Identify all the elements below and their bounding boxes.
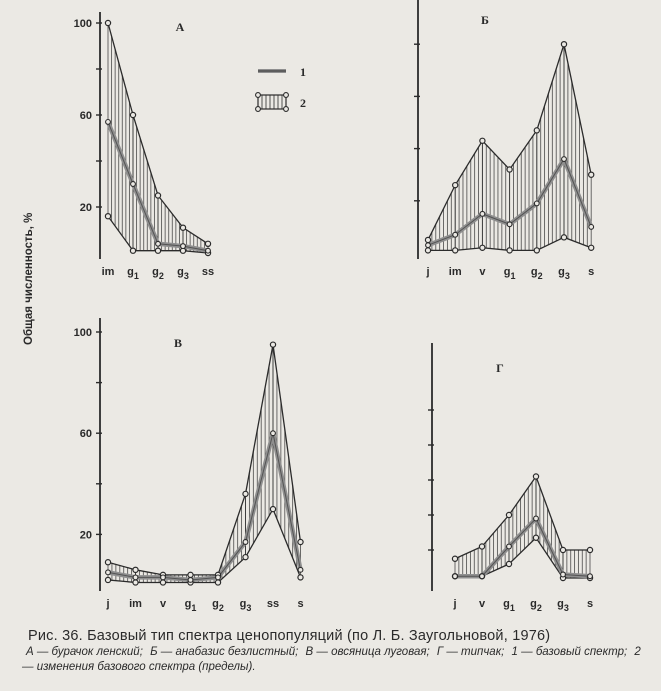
point-base bbox=[589, 225, 594, 230]
x-tick-label: $g_2$ bbox=[530, 598, 542, 613]
point-min bbox=[507, 248, 512, 253]
point-min bbox=[506, 561, 511, 566]
point-base bbox=[298, 567, 303, 572]
point-base bbox=[188, 578, 193, 583]
y-tick-label: 100 bbox=[73, 18, 92, 30]
point-base bbox=[133, 575, 138, 580]
legend-point bbox=[256, 93, 261, 98]
point-max bbox=[561, 42, 566, 47]
series-base-core bbox=[455, 519, 590, 577]
point-max bbox=[589, 172, 594, 177]
point-min bbox=[533, 535, 538, 540]
point-base bbox=[131, 182, 136, 187]
series-max-line bbox=[108, 345, 301, 575]
point-max bbox=[560, 547, 565, 552]
y-axis-label: Общая численность, % bbox=[23, 212, 35, 345]
caption-item: Б — анабазис безлистный; bbox=[150, 646, 299, 658]
point-max bbox=[507, 167, 512, 172]
y-tick-label: 60 bbox=[79, 428, 92, 441]
point-min bbox=[425, 248, 430, 253]
point-max bbox=[130, 112, 135, 117]
x-tick-label: $g_1$ bbox=[184, 598, 197, 613]
x-tick-label: $g_2$ bbox=[152, 266, 164, 281]
point-min bbox=[589, 245, 594, 250]
point-base bbox=[106, 120, 111, 125]
point-base bbox=[161, 575, 166, 580]
point-base bbox=[562, 157, 567, 162]
series-base-line bbox=[455, 519, 590, 577]
caption-item: В — овсяница луговая; bbox=[305, 646, 430, 658]
caption-body bbox=[22, 645, 652, 675]
point-max bbox=[587, 547, 592, 552]
legend-point bbox=[284, 107, 289, 112]
caption-item: 1 — базовый спектр; bbox=[511, 646, 628, 658]
point-min bbox=[480, 245, 485, 250]
x-tick-label: im bbox=[448, 266, 462, 278]
point-base bbox=[156, 241, 161, 246]
x-tick-label: $g_2$ bbox=[212, 598, 224, 613]
point-max bbox=[155, 193, 160, 198]
caption-item: 2 — изменения базового спектра (пределы). bbox=[22, 646, 641, 673]
point-min bbox=[534, 248, 539, 253]
point-max bbox=[479, 544, 484, 549]
point-base bbox=[507, 222, 512, 227]
series-min-line bbox=[455, 538, 590, 578]
x-tick-label: j bbox=[106, 598, 110, 610]
point-max bbox=[270, 342, 275, 347]
point-base bbox=[243, 540, 248, 545]
point-max bbox=[133, 567, 138, 572]
point-max bbox=[425, 237, 430, 242]
point-base bbox=[480, 574, 485, 579]
point-base bbox=[453, 574, 458, 579]
point-min bbox=[270, 507, 275, 512]
chart-panel-1 bbox=[74, 12, 214, 281]
point-min bbox=[215, 580, 220, 585]
point-min bbox=[105, 214, 110, 219]
x-tick-label: im bbox=[101, 266, 115, 278]
chart-panel-4 bbox=[428, 343, 593, 613]
caption-title: Рис. 36. Базовый тип спектра ценопопуляций (по Л. Б. Заугольновой, 1976) bbox=[28, 628, 551, 644]
x-tick-label: s bbox=[588, 266, 595, 278]
panel-title: Б bbox=[481, 13, 489, 27]
x-tick-label: $g_2$ bbox=[530, 266, 543, 281]
point-base bbox=[480, 211, 485, 216]
point-min bbox=[133, 580, 138, 585]
point-base bbox=[426, 243, 431, 248]
y-tick-label: 100 bbox=[73, 327, 92, 339]
x-tick-label: v bbox=[479, 266, 486, 278]
x-tick-label: j bbox=[426, 266, 430, 278]
x-tick-label: $g_3$ bbox=[558, 266, 570, 281]
point-max bbox=[480, 138, 485, 143]
legend bbox=[256, 65, 306, 111]
point-max bbox=[534, 128, 539, 133]
panel-title: А bbox=[175, 20, 185, 34]
series-max-line bbox=[455, 477, 590, 559]
x-tick-label: v bbox=[478, 598, 486, 610]
x-tick-label: $g_3$ bbox=[239, 598, 252, 613]
caption-item: Г — типчак; bbox=[436, 646, 505, 658]
point-max bbox=[180, 225, 185, 230]
y-tick-label: 20 bbox=[79, 529, 92, 542]
point-base bbox=[106, 570, 111, 575]
legend-label: 2 bbox=[300, 96, 306, 110]
x-tick-label: $g_1$ bbox=[127, 266, 139, 281]
legend-point bbox=[284, 93, 289, 98]
point-max bbox=[205, 241, 210, 246]
point-base bbox=[271, 431, 276, 436]
y-tick-label: 60 bbox=[79, 110, 92, 122]
x-tick-label: v bbox=[159, 598, 167, 610]
point-min bbox=[298, 575, 303, 580]
x-tick-label: ss bbox=[266, 598, 280, 610]
point-max bbox=[506, 512, 511, 517]
chart-panel-3 bbox=[74, 318, 304, 613]
legend-point bbox=[256, 107, 261, 112]
point-min bbox=[453, 248, 458, 253]
x-tick-label: j bbox=[453, 598, 457, 610]
x-tick-label: $g_1$ bbox=[503, 598, 515, 613]
panel-title: В bbox=[173, 336, 183, 350]
point-max bbox=[243, 491, 248, 496]
point-base bbox=[534, 516, 539, 521]
point-min bbox=[155, 248, 160, 253]
point-base bbox=[453, 232, 458, 237]
point-max bbox=[452, 556, 457, 561]
x-tick-label: $g_3$ bbox=[557, 598, 569, 613]
y-tick-label: 20 bbox=[79, 202, 92, 214]
point-max bbox=[105, 560, 110, 565]
point-max bbox=[105, 20, 110, 25]
point-min bbox=[160, 580, 165, 585]
point-base bbox=[206, 248, 211, 253]
point-base bbox=[561, 572, 566, 577]
x-tick-label: $g_3$ bbox=[177, 266, 189, 281]
point-max bbox=[533, 474, 538, 479]
point-base bbox=[181, 244, 186, 249]
x-tick-label: im bbox=[129, 598, 142, 610]
point-base bbox=[507, 544, 512, 549]
legend-label: 1 bbox=[300, 65, 306, 79]
point-max bbox=[453, 183, 458, 188]
point-min bbox=[243, 555, 248, 560]
point-min bbox=[561, 235, 566, 240]
point-min bbox=[130, 248, 135, 253]
panel-title: Г bbox=[496, 361, 504, 375]
x-tick-label: ss bbox=[201, 266, 215, 278]
point-base bbox=[534, 201, 539, 206]
figure-caption bbox=[22, 628, 652, 675]
caption-item: А — бурачок ленский; bbox=[26, 646, 143, 658]
point-base bbox=[588, 574, 593, 579]
point-max bbox=[188, 572, 193, 577]
point-base bbox=[216, 575, 221, 580]
point-max bbox=[298, 539, 303, 544]
x-tick-label: s bbox=[297, 598, 304, 610]
x-tick-label: $g_1$ bbox=[503, 266, 516, 281]
point-min bbox=[105, 577, 110, 582]
chart-panel-2 bbox=[414, 0, 594, 281]
x-tick-label: s bbox=[586, 598, 594, 610]
